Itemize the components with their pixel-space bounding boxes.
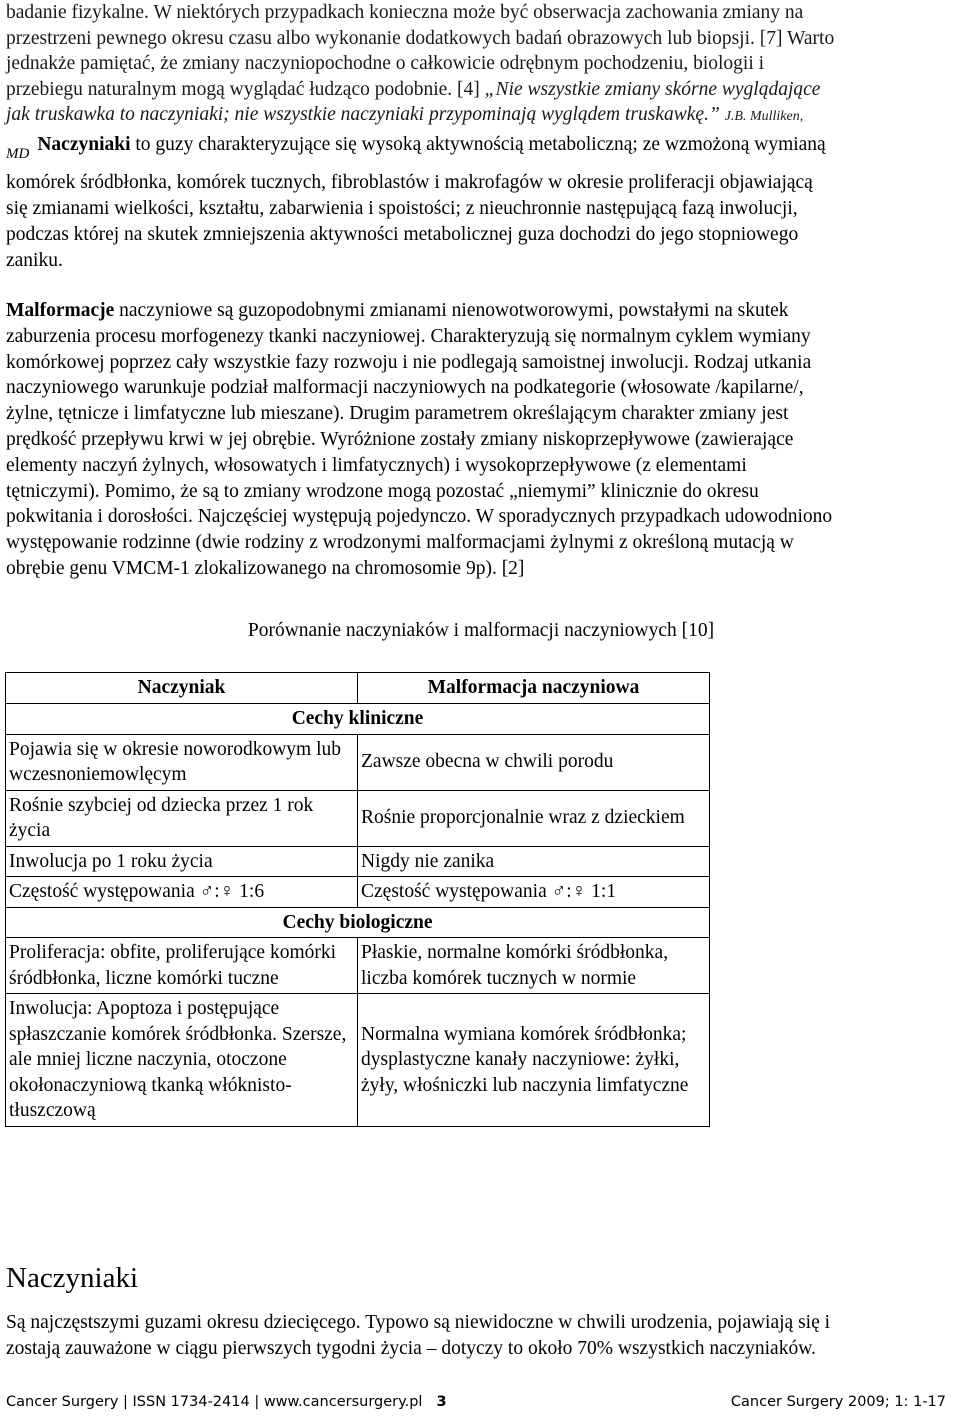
hemangioma-definition-paragraph xyxy=(6,170,956,274)
text-line: elementy naczyń żylnych, włosowatych i limfatycznych) i wysokoprzepływowe (z elementami xyxy=(6,454,747,476)
page-number: 3 xyxy=(436,1394,447,1410)
table-row xyxy=(6,790,710,846)
text-line: prędkość przepływu krwi w jej obrębie. Wyróżnione zostały zmiany niskoprzepływowe (zawierające xyxy=(6,428,794,450)
text-line xyxy=(6,102,956,130)
text-line: badanie fizykalne. W niektórych przypadkach konieczna może być obserwacja zachowania zmiany na xyxy=(6,2,804,23)
term-malformacje: Malformacje xyxy=(6,300,115,321)
text-line: Są najczęstszymi guzami okresu dziecięcego. Typowo są niewidoczne w chwili urodzenia, pojawiają się i xyxy=(6,1312,831,1333)
text-line: obrębie genu VMCM-1 zlokalizowanego na chromosomie 9p). [2] xyxy=(6,557,525,579)
table-cell: Częstość występowania ♂:♀ 1:1 xyxy=(358,877,710,908)
text-line: zostają zauważone w ciągu pierwszych tygodni życia – dotyczy to około 70% wszystkich naczyniaków. xyxy=(6,1338,816,1359)
table-cell: Inwolucja: Apoptoza i postępujące spłaszczanie komórek śródbłonka. Szersze, ale mniej liczne naczynia, otoczone okołonaczyniową tkanką włóknisto-tłuszczową xyxy=(6,994,358,1127)
table-row xyxy=(6,846,710,877)
table-section-biological: Cechy biologiczne xyxy=(6,907,710,938)
text-line: tętniczymi). Pomimo, że są to zmiany wrodzone mogą pozostać „niemymi” klinicznie do okresu xyxy=(6,480,759,502)
text-line: jednakże pamiętać, że zmiany naczyniopochodne o całkowicie odrębnym pochodzeniu, biologii i xyxy=(6,53,765,75)
table-cell: Płaskie, normalne komórki śródbłonka, liczba komórek tucznych w normie xyxy=(358,938,710,994)
table-caption xyxy=(0,620,960,642)
text-line: zaniku. xyxy=(6,250,63,271)
table-cell: Częstość występowania ♂:♀ 1:6 xyxy=(6,877,358,908)
attribution-degree: MD xyxy=(6,146,30,162)
table-cell: Rośnie szybciej od dziecka przez 1 rok życia xyxy=(6,790,358,846)
table-row xyxy=(6,877,710,908)
table-cell: Inwolucja po 1 roku życia xyxy=(6,846,358,877)
footer-citation: Cancer Surgery 2009; 1: 1-17 xyxy=(730,1394,946,1410)
text-line xyxy=(6,77,956,103)
table-cell: Normalna wymiana komórek śródbłonka; dysplastyczne kanały naczyniowe: żyłki, żyły, włośniczki lub naczynia limfatyczne xyxy=(358,994,710,1127)
text-line: komórek śródbłonka, komórek tucznych, fibroblastów i makrofagów w okresie proliferacji objawiającą xyxy=(6,172,813,193)
section-heading: Naczyniaki xyxy=(6,1262,139,1294)
table-section-clinical: Cechy kliniczne xyxy=(6,704,710,735)
text-line-rest: naczyniowe są guzopodobnymi zmianami nienowotworowymi, powstałymi na skutek xyxy=(114,300,789,321)
table-row xyxy=(6,994,710,1127)
text-line: podczas której na skutek zmniejszenia aktywności metabolicznej guza dochodzi do jego stopniowego xyxy=(6,224,799,245)
text-line: przestrzeni pewnego okresu czasu albo wykonanie dodatkowych badań obrazowych lub biopsji. [7] Warto xyxy=(6,27,835,49)
comparison-table xyxy=(5,672,710,1127)
table-header-row xyxy=(6,673,710,704)
table-header-malformacja: Malformacja naczyniowa xyxy=(358,673,710,704)
text-line-rest: to guzy charakteryzujące się wysoką aktywnością metaboliczną; ze wzmożoną wymianą xyxy=(130,134,826,155)
table-header-naczyniak: Naczyniak xyxy=(6,673,358,704)
section-paragraph xyxy=(6,1310,956,1362)
text-line: naczyniowego warunkuje podział malformacji naczyniowych na podkategorie (włosowate /kapilarne/, xyxy=(6,377,804,399)
quote-end: jak truskawka to naczyniaki; nie wszystkie naczyniaki przypominają wyglądem truskawkę.” xyxy=(6,104,720,126)
table-cell: Nigdy nie zanika xyxy=(358,846,710,877)
text-line: zaburzenia procesu morfogenezy tkanki naczyniowej. Charakteryzują się normalnym cyklem wymiany xyxy=(6,325,811,347)
text-line: komórkowej poprzez cały wszystkie fazy rozwoju i nie podlegają samoistnej inwolucji. Rodzaj utkania xyxy=(6,351,812,373)
table-section-row xyxy=(6,907,710,938)
table-cell: Pojawia się w okresie noworodkowym lub wczesnoniemowlęcym xyxy=(6,734,358,790)
quote-start: „Nie wszystkie zmiany skórne wyglądające xyxy=(484,78,821,100)
footer-journal-info: Cancer Surgery | ISSN 1734-2414 | www.cancersurgery.pl xyxy=(6,1394,423,1410)
quote-attribution: J.B. Mulliken, xyxy=(724,109,804,125)
malformation-paragraph xyxy=(6,298,956,582)
table-caption-text: Porównanie naczyniaków i malformacji naczyniowych [10] xyxy=(247,620,715,641)
text-line: żylne, tętnicze i limfatyczne lub mieszane). Drugim parametrem określającym charakter zmiany jest xyxy=(6,403,789,425)
hemangioma-definition-first-line xyxy=(6,134,956,162)
table-row xyxy=(6,938,710,994)
table-section-row xyxy=(6,704,710,735)
text-line: występowanie rodzinne (dwie rodziny z wrodzonymi malformacjami żylnymi z określoną mutacją w xyxy=(6,532,794,554)
text-line: pokwitania i dorosłości. Najczęściej występują pojedynczo. W sporadycznych przypadkach udowodniono xyxy=(6,506,833,528)
text-line-start: przebiegu naturalnym mogą wyglądać łudząco podobnie. [4] xyxy=(6,78,480,100)
table-cell: Proliferacja: obfite, proliferujące komórki śródbłonka, liczne komórki tuczne xyxy=(6,938,358,994)
footer-left xyxy=(6,1394,447,1410)
text-line xyxy=(6,298,956,324)
text-line: się zmianami wielkości, kształtu, zabarwienia i spoistości; z nieuchronnie następującą fazą inwolucji, xyxy=(6,198,798,219)
term-naczyniaki: Naczyniaki xyxy=(37,134,131,155)
table-cell: Zawsze obecna w chwili porodu xyxy=(358,734,710,790)
table-row xyxy=(6,734,710,790)
table-cell: Rośnie proporcjonalnie wraz z dzieckiem xyxy=(358,790,710,846)
intro-paragraph xyxy=(6,0,956,130)
